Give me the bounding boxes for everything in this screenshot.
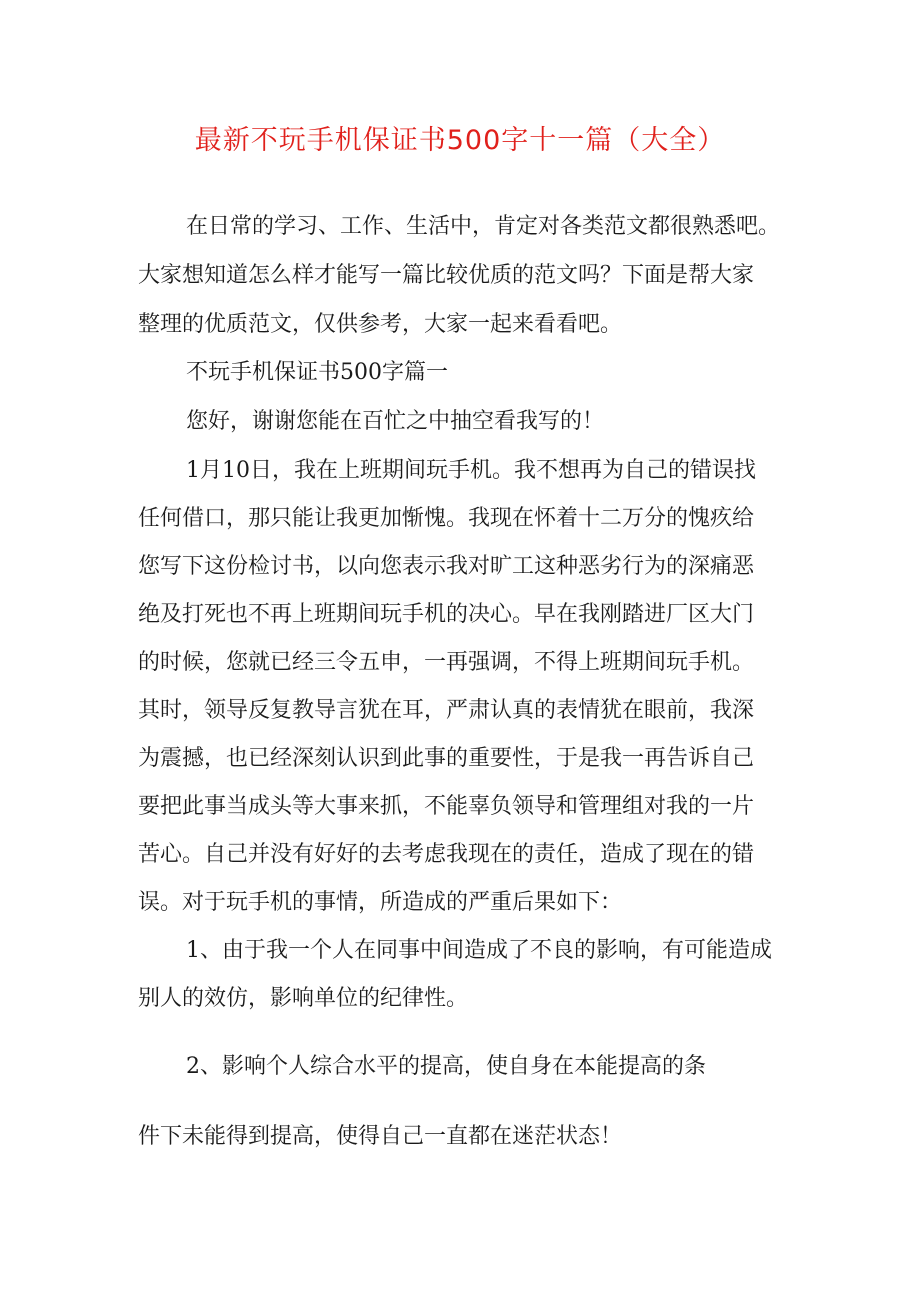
list-item-1-line-1: 1、由于我一个人在同事中间造成了不良的影响，有可能造成 <box>186 938 772 963</box>
intro-line-1: 在日常的学习、工作、生活中，肯定对各类范文都很熟悉吧。 <box>186 214 781 239</box>
list-item-1-line-2: 别人的效仿，影响单位的纪律性。 <box>138 986 469 1011</box>
list-item-2-line-2: 件下未能得到提高，使得自己一直都在迷茫状态！ <box>138 1124 623 1149</box>
section-heading: 不玩手机保证书500字篇一 <box>186 360 448 385</box>
greeting-line: 您好，谢谢您能在百忙之中抽空看我写的！ <box>186 409 605 434</box>
paragraph-line-6: 其时，领导反复教导言犹在耳，严肃认真的表情犹在眼前，我深 <box>138 698 755 723</box>
intro-line-2: 大家想知道怎么样才能写一篇比较优质的范文吗？下面是帮大家 <box>138 263 755 288</box>
intro-line-3: 整理的优质范文，仅供参考，大家一起来看看吧。 <box>138 312 623 337</box>
paragraph-line-4: 绝及打死也不再上班期间玩手机的决心。早在我刚踏进厂区大门 <box>138 602 755 627</box>
paragraph-line-2: 任何借口，那只能让我更加惭愧。我现在怀着十二万分的愧疚给 <box>138 506 755 531</box>
paragraph-line-9: 苦心。自己并没有好好的去考虑我现在的责任，造成了现在的错 <box>138 842 755 867</box>
paragraph-line-10: 误。对于玩手机的事情，所造成的严重后果如下： <box>138 890 623 915</box>
list-item-2-line-1: 2、影响个人综合水平的提高，使自身在本能提高的条 <box>186 1054 706 1079</box>
document-title: 最新不玩手机保证书500字十一篇（大全） <box>194 125 726 156</box>
paragraph-line-5: 的时候，您就已经三令五申，一再强调，不得上班期间玩手机。 <box>138 650 755 675</box>
paragraph-line-1: 1月10日，我在上班期间玩手机。我不想再为自己的错误找 <box>186 458 756 483</box>
paragraph-line-3: 您写下这份检讨书，以向您表示我对旷工这种恶劣行为的深痛恶 <box>138 554 755 579</box>
paragraph-line-8: 要把此事当成头等大事来抓，不能辜负领导和管理组对我的一片 <box>138 794 755 819</box>
paragraph-line-7: 为震撼，也已经深刻认识到此事的重要性，于是我一再告诉自己 <box>138 746 755 771</box>
